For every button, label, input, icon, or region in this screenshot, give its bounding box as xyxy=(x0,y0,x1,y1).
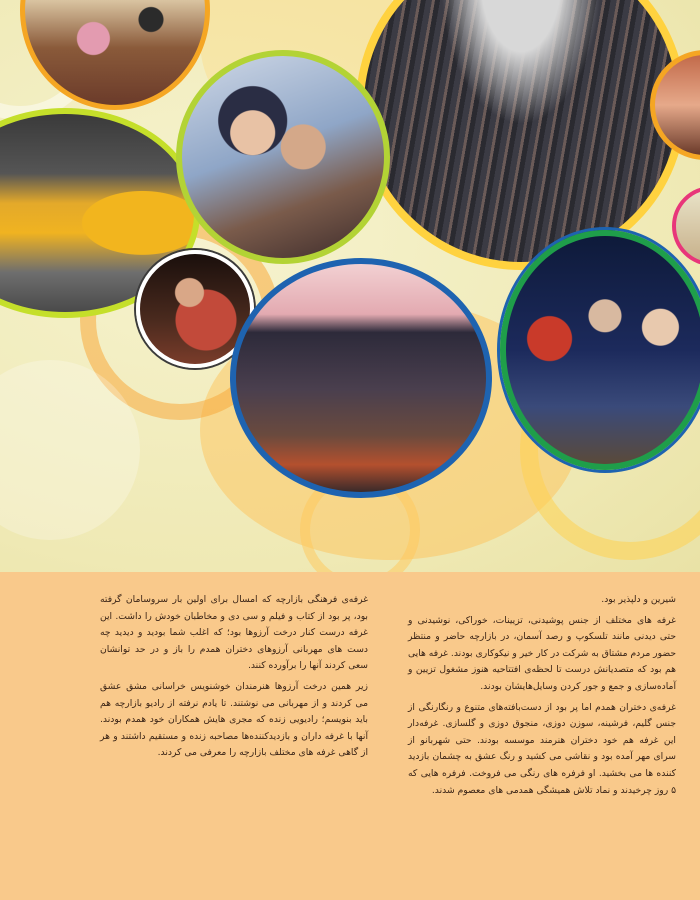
paragraph: شیرین و دلپذیر بود. xyxy=(601,594,676,605)
photo-night-bazaar xyxy=(230,258,492,498)
photo-edge-2 xyxy=(672,186,700,266)
paragraph: غرفه‌ی دختران همدم اما پر بود از دست‌بافته‌های متنوع و رنگارنگی از جنس گلیم، فرشینه، سوزن دوزی، منجوق دوزی و گلسازی. غرفه‌دار این غرفه هم خود دختران هنرمند موسسه بودند. حتی شهربانو از سرای مهر آمده بود و نقاشی می کشید و رنگ عشق به چشمان بازدید کننده ها می بخشید. او فرفره های رنگی می فروخت. فرفره هایی که ۵ روز چرخیدند و نماد تلاش همیشگی همدمی های معصوم شدند. xyxy=(408,701,676,796)
paragraph: غرفه های مختلف از جنس پوشیدنی، تزیینات، خوراکی، نوشیدنی و حتی دیدنی مانند تلسکوپ و رصد آسمان، در بازارچه حاضر و منتظر حضور مردم مشتاق به شرکت در کار خیر و نیکوکاری بودند. غرفه هایی هم بود که متصدیانش درست تا لحظه‌ی افتتاحیه هنوز مشغول تزیین و آماده‌سازی و جمع و جور کردن وسایل‌هایشان بودند. xyxy=(408,614,676,692)
photo-audience xyxy=(356,0,686,270)
paragraph: زیر همین درخت آرزوها هنرمندان خوشنویس خراسانی مشق عشق می کردند و از مهربانی می نوشتند. تا یادم نرفته از رادیو بازارچه هم باید بنویسم؛ رادیویی زنده که مجری هایش همکاران خود همدم بودند. آنها با غرفه داران و بازدیدکننده‌ها مصاحبه زنده و مستقیم داشتند و هر از گاهی غرفه های مختلف بازارچه را معرفی می کردند. xyxy=(100,680,368,759)
photo-selfie xyxy=(176,50,390,264)
article-text-panel xyxy=(0,572,700,900)
photo-stage-performers xyxy=(500,230,700,470)
article-column-right xyxy=(408,592,676,803)
article-column-left xyxy=(100,592,368,766)
paragraph: غرفه‌ی فرهنگی بازارچه که امسال برای اولین بار سروسامان گرفته بود، پر بود از کتاب و فیلم و سی دی و مخاطبان خودش را داشت. این غرفه درست کنار درخت آرزوها بود؛ که اغلب شما بودید و دیدید چه دست های مهربانی آرزوهای دختران همدم را باز و در حد توانشان سعی کردند آنها را برآورده کنند. xyxy=(100,594,368,672)
